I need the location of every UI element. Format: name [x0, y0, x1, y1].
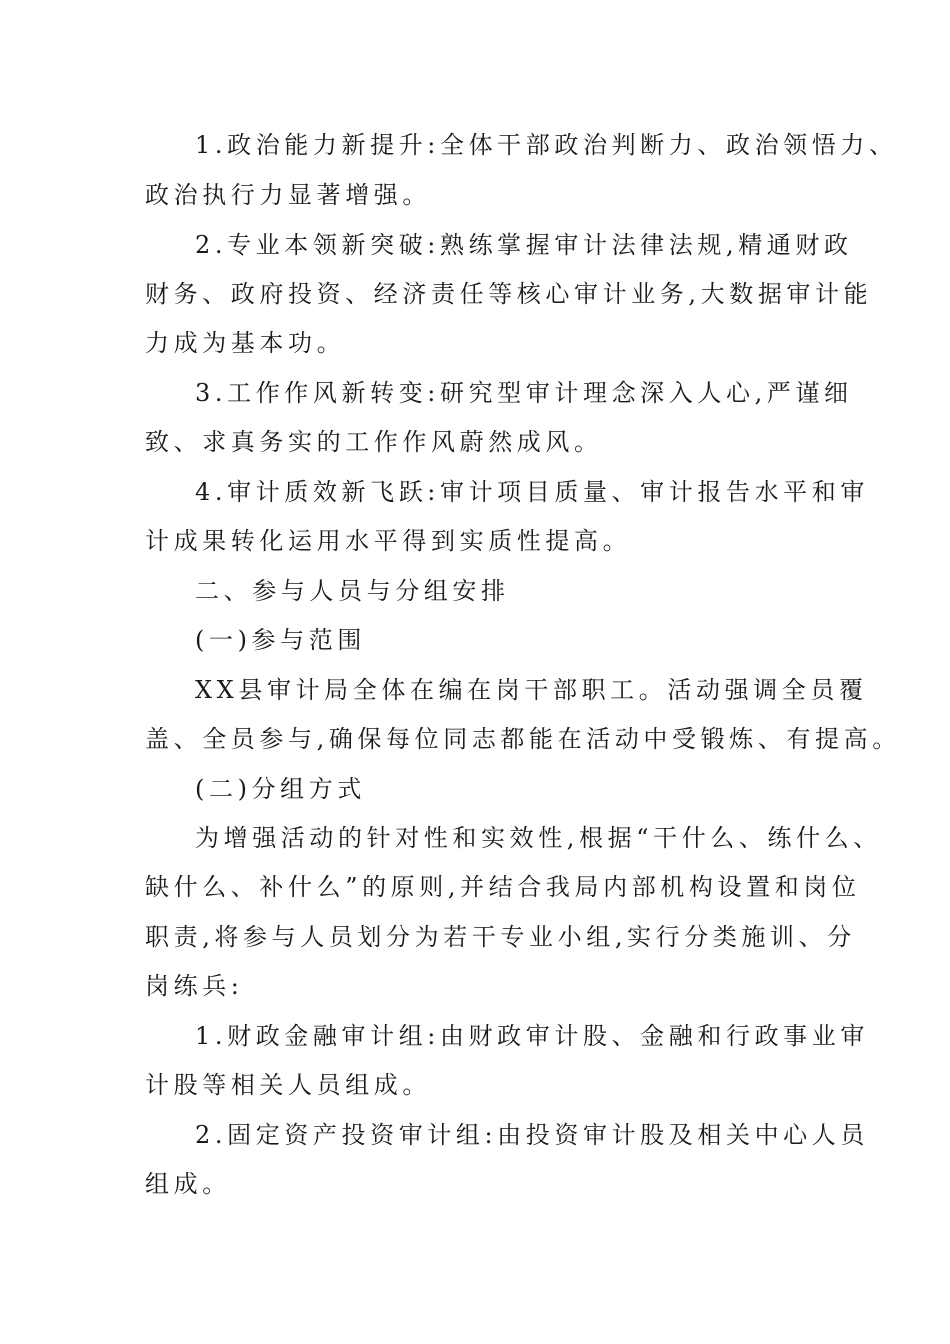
- goal-1-line-1: 1.政治能力新提升:全体干部政治判断力、政治领悟力、: [195, 131, 898, 159]
- grouping-para-line-4: 岗练兵:: [145, 972, 244, 1000]
- group-2-line-2: 组成。: [145, 1170, 231, 1198]
- group-1-line-1: 1.财政金融审计组:由财政审计股、金融和行政事业审: [195, 1022, 869, 1050]
- grouping-para-line-3: 职责,将参与人员划分为若干专业小组,实行分类施训、分: [145, 923, 856, 951]
- goal-2-line-2: 财务、政府投资、经济责任等核心审计业务,大数据审计能: [145, 280, 873, 308]
- subheading-scope: (一)参与范围: [195, 626, 366, 654]
- group-2-line-1: 2.固定资产投资审计组:由投资审计股及相关中心人员: [195, 1121, 869, 1149]
- goal-2-line-3: 力成为基本功。: [145, 329, 346, 357]
- goal-3-line-2: 致、求真务实的工作作风蔚然成风。: [145, 428, 603, 456]
- goal-3-line-1: 3.工作作风新转变:研究型审计理念深入人心,严谨细: [195, 379, 853, 407]
- subheading-grouping: (二)分组方式: [195, 775, 366, 803]
- goal-4-line-1: 4.审计质效新飞跃:审计项目质量、审计报告水平和审: [195, 478, 869, 506]
- goal-1-line-2: 政治执行力显著增强。: [145, 181, 431, 209]
- goal-2-line-1: 2.专业本领新突破:熟练掌握审计法律法规,精通财政: [195, 231, 853, 259]
- section-heading-participants: 二、参与人员与分组安排: [195, 577, 510, 605]
- scope-para-line-2: 盖、全员参与,确保每位同志都能在活动中受锻炼、有提高。: [145, 725, 901, 753]
- grouping-para-line-2: 缺什么、补什么”的原则,并结合我局内部机构设置和岗位: [145, 873, 861, 901]
- scope-para-line-1: XX县审计局全体在编在岗干部职工。活动强调全员覆: [195, 676, 868, 704]
- goal-4-line-2: 计成果转化运用水平得到实质性提高。: [145, 527, 632, 555]
- group-1-line-2: 计股等相关人员组成。: [145, 1071, 431, 1099]
- grouping-para-line-1: 为增强活动的针对性和实效性,根据“干什么、练什么、: [195, 824, 882, 852]
